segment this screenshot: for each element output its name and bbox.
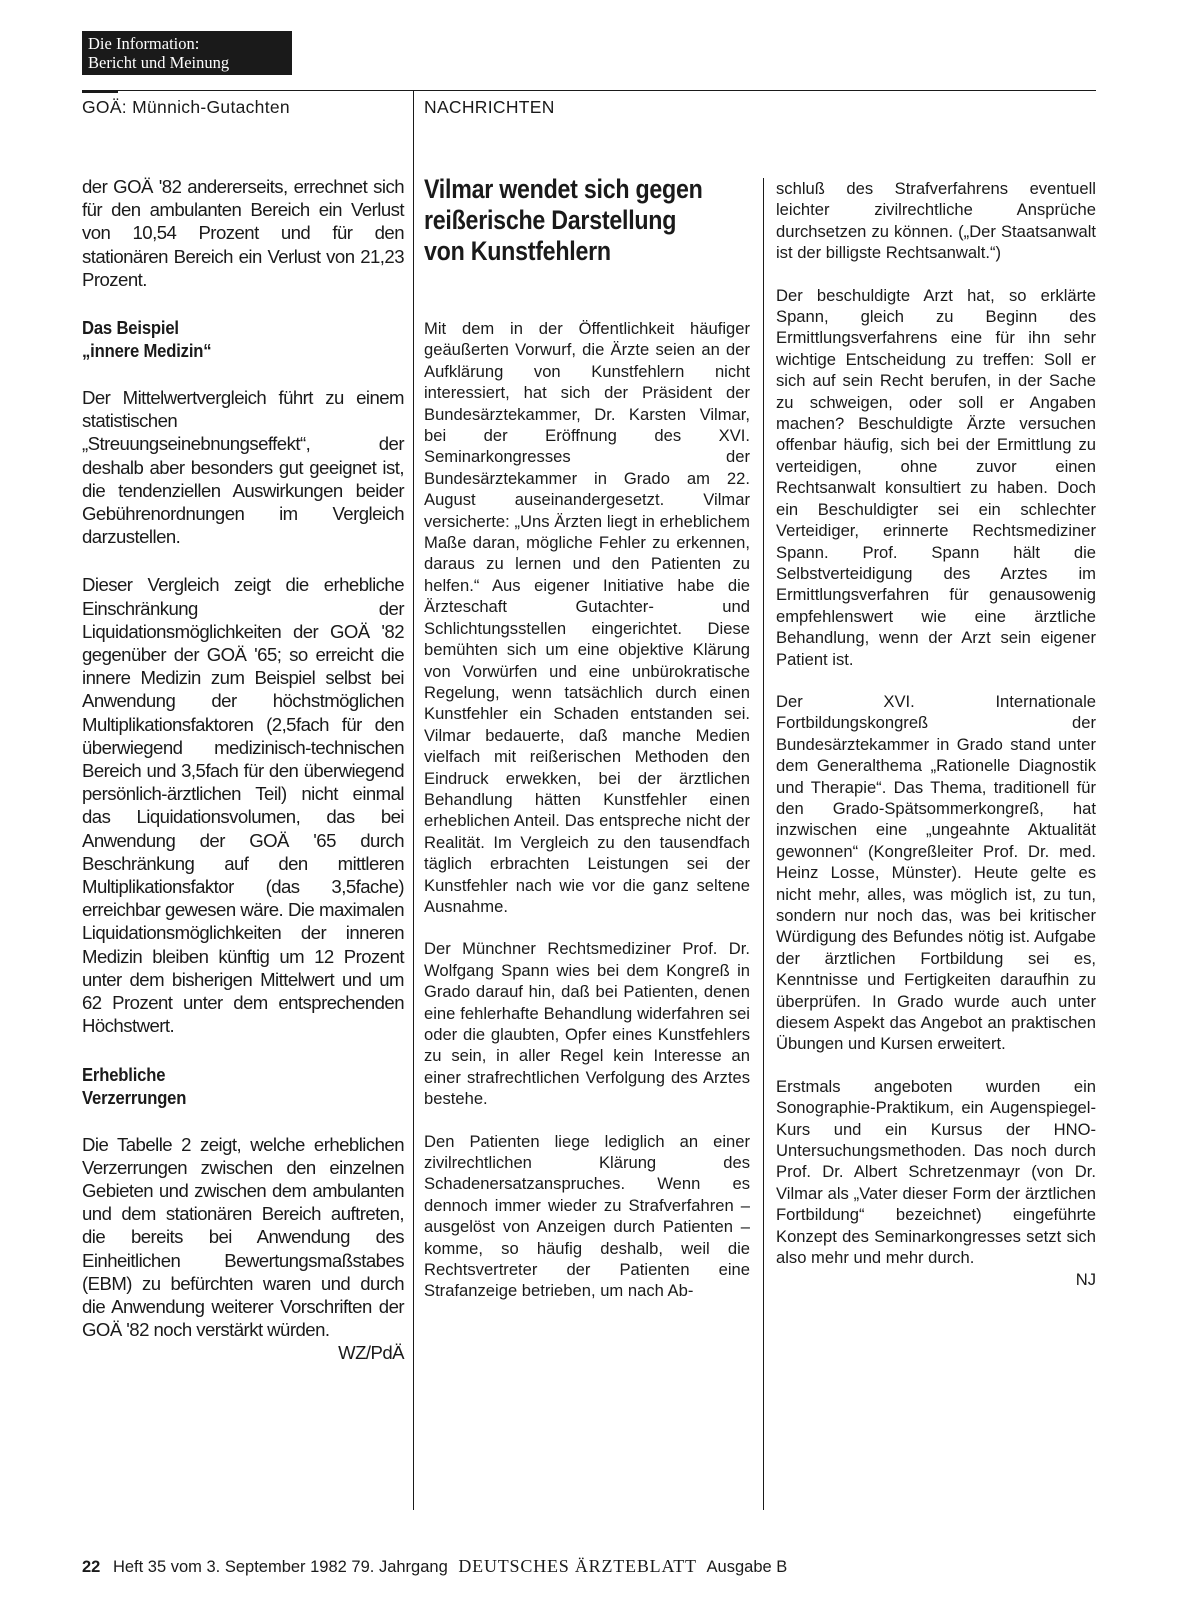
subheading-innere-medizin: Das Beispiel „innere Medizin“	[82, 317, 212, 362]
article-signature: NJ	[1075, 1269, 1096, 1289]
column-divider-article	[763, 178, 764, 1510]
paragraph: Der Mittelwertvergleich führt zu einem statistischen „Streuungseinebnungseffekt“, der deshalb aber besonders gut geeignet ist, die tendenziellen Auswirkungen beider Gebührenordnungen im Vergleich darzustellen.	[82, 387, 404, 548]
article-headline: Vilmar wendet sich gegen reißerische Darstellung von Kunstfehlern	[424, 174, 703, 266]
article-signoff	[776, 1269, 1096, 1290]
section-label	[82, 31, 292, 75]
page-footer	[82, 1556, 787, 1577]
subheading-verzerrungen: Erhebliche Verzerrungen	[82, 1063, 187, 1108]
paragraph: Der Münchner Rechtsmediziner Prof. Dr. Wolfgang Spann wies bei dem Kongreß in Grado darauf hin, daß bei Patienten, denen eine fehlerhafte Behandlung widerfahren sei oder die glaubten, Opfer eines Kunstfehlers zu sein, in aller Regel kein Interesse an einer strafrechtlichen Verfolgung des Arztes bestehe.	[424, 939, 750, 1109]
header-rule-accent	[82, 90, 118, 93]
author-signature: WZ/PdÄ	[338, 1342, 404, 1364]
author-signoff	[82, 1341, 404, 1364]
paragraph: Der beschuldigte Arzt hat, so erklärte Spann, gleich zu Beginn des Ermittlungsverfahrens eine für ihn sehr wichtige Entscheidung zu treffen: Soll er sich auf sein Recht berufen, in der Sache zu schweigen, oder soll er Angaben machen? Beschuldigte Ärzte versuchen offenbar häufig, sich bei der Ermittlung zu verteidigen, ohne zuvor einen Rechtsanwalt konsultiert zu haben. Doch ein Beschuldigter sei ein schlechter Verteidiger, erinnerte Rechtsmediziner Spann. Prof. Spann hält die Selbstverteidigung des Arztes im Ermittlungsverfahren für genausowenig empfehlenswert wie eine ärztliche Behandlung, wenn der Arzt sein eigener Patient ist.	[776, 285, 1096, 669]
paragraph: Mit dem in der Öffentlichkeit häufiger geäußerten Vorwurf, die Ärzte seien an der Aufklärung von Kunstfehlern nicht interessiert, hat sich der Präsident der Bundesärztekammer, Dr. Karsten Vilmar, bei der Eröffnung des XVI. Seminarkongresses der Bundesärztekammer in Grado am 22. August auseinandergesetzt. Vilmar versicherte: „Uns Ärzten liegt in erheblichem Maße daran, mögliche Fehler zu erkennen, daraus zu lernen und den Patienten zu helfen.“ Aus eigener Initiative habe die Ärzteschaft Gutachter- und Schlichtungsstellen eingerichtet. Diese bemühten sich um eine objektive Klärung von Vorwürfen und eine unbürokratische Regelung, wenn tatsächlich durch einen Kunstfehler ein Schaden entstanden sei. Vilmar bedauerte, daß manche Medien vielfach mit reißerischen Methoden den Eindruck erwekken, bei der ärztlichen Behandlung hätten Kunstfehler einen erheblichen Anteil. Das entspreche nicht der Realität. Im Vergleich zu den tausendfach täglich erbrachten Leistungen sei der Kunstfehler nach wie vor die ganz seltene Ausnahme.	[424, 319, 750, 916]
column-gutachten	[82, 175, 404, 1365]
running-head-left: GOÄ: Münnich-Gutachten	[82, 97, 290, 117]
paragraph: Erstmals angeboten wurden ein Sonographie-Praktikum, ein Augenspiegel-Kurs und ein Kursus der HNO-Untersuchungsmethoden. Das noch durch Prof. Dr. Albert Schretzenmayr (von Dr. Vilmar als „Vater dieser Form der ärztlichen Fortbildung“ bezeichnet) eingeführte Konzept des Seminarkongresses setzt sich also mehr und mehr durch.	[776, 1076, 1096, 1268]
edition: Ausgabe B	[706, 1558, 788, 1576]
section-label-line1: Die Information:	[88, 34, 200, 53]
journal-name: DEUTSCHES ÄRZTEBLATT	[458, 1556, 697, 1576]
paragraph: Die Tabelle 2 zeigt, welche erheblichen Verzerrungen zwischen den einzelnen Gebieten und zwischen dem ambulanten und dem stationären Bereich auftreten, die bereits bei Anwendung des Einheitlichen Bewertungsmaßstabes (EBM) zu befürchten waren und durch die Anwendung weiterer Vorschriften der GOÄ '82 noch verstärkt würden.	[82, 1133, 404, 1341]
column-divider-main	[413, 90, 414, 1510]
column-article-part1	[424, 318, 750, 1302]
paragraph: schluß des Strafverfahrens eventuell leichter zivilrechtliche Ansprüche durchsetzen zu können. („Der Staatsanwalt ist der billigste Rechtsanwalt.“)	[776, 179, 1096, 263]
paragraph: der GOÄ '82 andererseits, errechnet sich für den ambulanten Bereich ein Verlust von 10,54 Prozent und für den stationären Bereich ein Verlust von 21,23 Prozent.	[82, 176, 404, 290]
page-number: 22	[82, 1558, 101, 1576]
section-label-line2: Bericht und Meinung	[88, 53, 230, 72]
paragraph: Dieser Vergleich zeigt die erhebliche Einschränkung der Liquidationsmöglichkeiten der GOÄ '82 gegenüber der GOÄ '65; so erreicht die innere Medizin zum Beispiel selbst bei Anwendung der höchstmöglichen Multiplikationsfaktoren (2,5fach für den überwiegend medizinisch-technischen Bereich und 3,5fach für den überwiegend persönlich-ärztlichen Teil) nicht einmal das Liquidationsvolumen, das bei Anwendung der GOÄ '65 durch Beschränkung auf den mittleren Multiplikationsfaktor (das 3,5fache) erreichbar gewesen wäre. Die maximalen Liquidationsmöglichkeiten der inneren Medizin bleiben künftig um 12 Prozent unter dem bisherigen Mittelwert und um 62 Prozent unter dem entsprechenden Höchstwert.	[82, 574, 404, 1037]
header-rule	[82, 90, 1096, 91]
issue-info: Heft 35 vom 3. September 1982 79. Jahrgang	[112, 1558, 448, 1576]
paragraph: Den Patienten liege lediglich an einer zivilrechtlichen Klärung des Schadenersatzanspruches. Wenn es dennoch immer wieder zu Strafverfahren – ausgelöst von Anzeigen durch Patienten – komme, so häufig deshalb, weil die Rechtsvertreter der Patienten eine Strafanzeige betrieben, um nach Ab-	[424, 1131, 750, 1301]
column-article-part2	[776, 178, 1096, 1290]
paragraph: Der XVI. Internationale Fortbildungskongreß der Bundesärztekammer in Grado stand unter dem Generalthema „Rationelle Diagnostik und Therapie“. Das Thema, traditionell für den Grado-Spätsommerkongreß, hat inzwischen eine „ungeahnte Aktualität gewonnen“ (Kongreßleiter Prof. Dr. med. Heinz Losse, Münster). Heute gelte es nicht mehr, alles, was möglich ist, zu tun, sondern nur noch das, was bei kritischer Würdigung des Befundes nötig ist. Aufgabe der ärztlichen Fortbildung sei es, Kenntnisse und Fertigkeiten daraufhin zu überprüfen. In Grado wurde auch unter diesem Aspekt das Angebot an praktischen Übungen und Kursen erweitert.	[776, 691, 1096, 1054]
running-head-right: NACHRICHTEN	[424, 97, 555, 117]
